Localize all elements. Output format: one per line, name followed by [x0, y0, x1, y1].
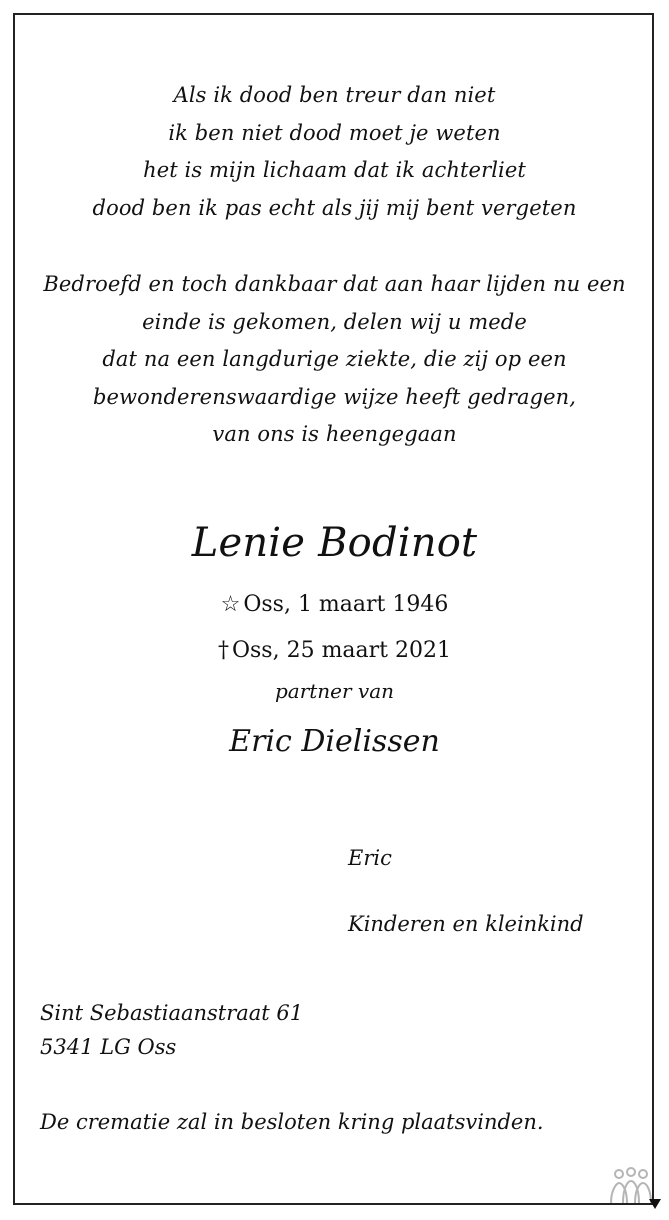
- death-line: [0, 636, 669, 666]
- cross-icon: †: [217, 638, 229, 663]
- poem-line: Als ik dood ben treur dan niet: [173, 83, 496, 107]
- death-date: Oss, 25 maart 2021: [231, 638, 452, 663]
- cremation-note: De crematie zal in besloten kring plaatsvinden.: [40, 1110, 544, 1134]
- announcement-line: dat na een langdurige ziekte, die zij op een: [102, 347, 567, 371]
- deceased-name: Lenie Bodinot: [191, 520, 478, 566]
- birth-line: [0, 590, 669, 620]
- poem-line: ik ben niet dood moet je weten: [168, 120, 501, 145]
- signer-family: Kinderen en kleinkind: [348, 912, 584, 936]
- signer-partner: Eric: [348, 846, 392, 870]
- partner-name: Eric Dielissen: [229, 724, 440, 759]
- poem: [0, 77, 669, 227]
- poem-line: het is mijn lichaam dat ik achterliet: [143, 158, 526, 182]
- announcement-line: einde is gekomen, delen wij u mede: [142, 309, 527, 334]
- announcement-line: Bedroefd en toch dankbaar dat aan haar lijden nu een: [43, 272, 626, 296]
- star-icon: ☆: [220, 592, 241, 617]
- birth-date: Oss, 1 maart 1946: [243, 592, 449, 617]
- address: [40, 996, 303, 1064]
- poem-line: dood ben ik pas echt als jij mij bent vergeten: [92, 195, 577, 220]
- announcement-line: van ons is heengegaan: [212, 422, 457, 446]
- announcement-line: bewonderenswaardige wijze heeft gedragen,: [92, 384, 577, 409]
- triangle-down-icon[interactable]: [648, 1198, 662, 1210]
- announcement-text: [0, 266, 669, 454]
- partner-label: partner van: [274, 679, 395, 703]
- address-city: 5341 LG Oss: [40, 1035, 177, 1059]
- address-street: Sint Sebastiaanstraat 61: [40, 1001, 304, 1025]
